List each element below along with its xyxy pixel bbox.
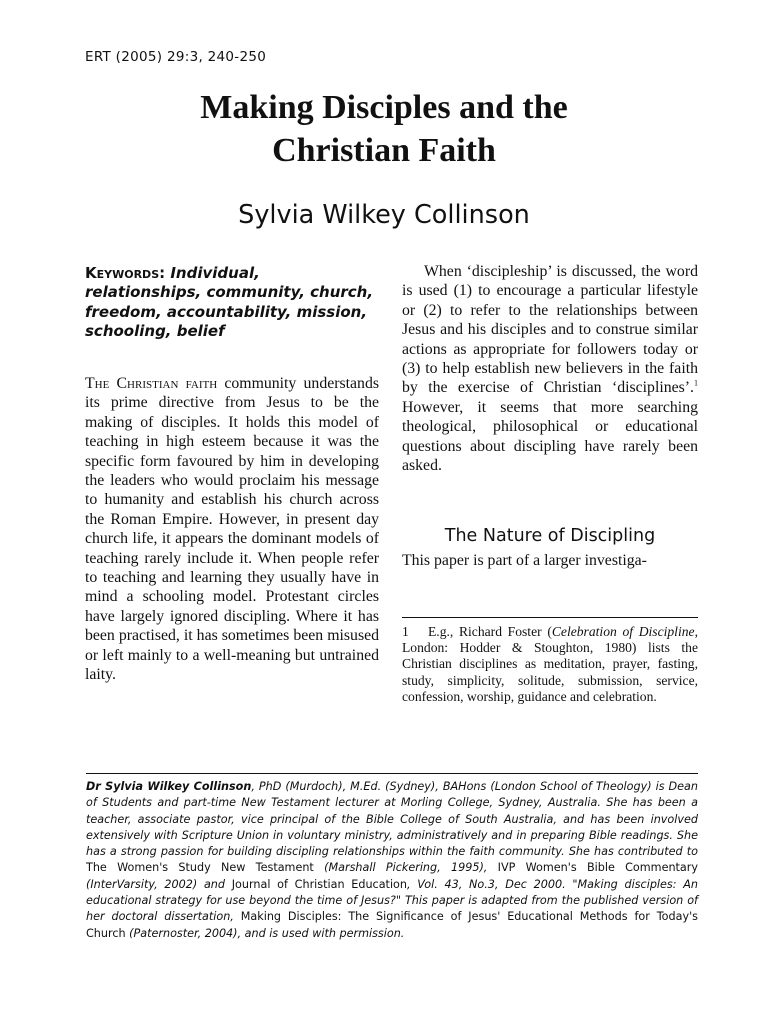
section-heading: The Nature of Discipling bbox=[444, 526, 656, 546]
footnote-number: 1 bbox=[402, 624, 409, 639]
footnote-lead: E.g., Richard Foster ( bbox=[428, 624, 552, 639]
footnote-marker[interactable]: 1 bbox=[694, 379, 698, 389]
intro-paragraph-text: community understands its prime directive from Jesus to be the making of disciples. It holds this model of teaching in high esteem because it was the specific form favoured by him in developing the leaders who would proclaim his message to humanity and establish his church across the Roman Empire. However, in present day church life, it appears the dominant models of teaching rarely include it. When people refer to teaching and learning they usually have in mind a schooling model. Protestant circles have largely ignored discipling. Where it has been practised, it has sometimes been misused or left mainly to a well-meaning but untrained laity. bbox=[85, 375, 379, 684]
bio-part5: (Paternoster, 2004), and is used with permission. bbox=[125, 926, 405, 940]
bio-part3: (InterVarsity, 2002) and bbox=[86, 877, 232, 891]
keywords-terms: Individual, relationships, community, church, freedom, accountability, mission, schooling, belief bbox=[85, 264, 374, 341]
intro-paragraph bbox=[85, 374, 379, 685]
bio-work3: Journal of Christian Education bbox=[231, 877, 407, 891]
bio-work2: IVP Women's Bible Commentary bbox=[497, 861, 698, 875]
footnote-rest: , London: Hodder & Stoughton, 1980) lists the Christian disciplines as meditation, prayer, fasting, study, simplicity, solitude, submission, service, confession, worship, guidance and celebration. bbox=[402, 624, 698, 704]
bio-work4: Making Disciples: The Significance of Jesus' Educational Methods for Today's Church bbox=[86, 910, 698, 940]
discipleship-paragraph-text-a: When ‘discipleship’ is discussed, the word is used (1) to encourage a particular lifestyle or (2) to refer to the relationships between Jesus and his disciples and to construe similar actions as appropriate for followers today or (3) to help establish new believers in the faith by the exercise of Christian ‘disciplines’. bbox=[402, 263, 698, 397]
bio-part1: , PhD (Murdoch), M.Ed. (Sydney), BAHons (London School of Theology) is Dean of Students and part-time New Testament lecturer at Morling College, Sydney, Australia. She has been a teacher, associate pastor, vice principal of the Bible College of South Australia, and has been involved extensively with Scripture Union in voluntary ministry, administratively and in preparing Bible readings. She has a strong passion for building discipling relationships within the faith community. She has contributed to bbox=[86, 780, 698, 859]
article-title-line2: Christian Faith bbox=[272, 132, 496, 169]
footnote bbox=[402, 624, 698, 705]
article-author: Sylvia Wilkey Collinson bbox=[238, 200, 530, 230]
bio-name: Dr Sylvia Wilkey Collinson bbox=[86, 780, 252, 793]
bio-divider bbox=[86, 773, 698, 774]
bio-part4: , Vol. 43, No.3, Dec 2000. "Making disciples: An educational strategy for use beyond the time of Jesus?" This paper is adapted from the published version of her doctoral dissertation, bbox=[86, 877, 698, 924]
keywords-block bbox=[85, 264, 379, 342]
author-bio bbox=[86, 779, 698, 942]
footnote-divider bbox=[402, 617, 698, 618]
keywords-label: Keywords: bbox=[85, 264, 166, 282]
footnote-book-title: Celebration of Discipline bbox=[551, 624, 695, 639]
section-paragraph: This paper is part of a larger investiga- bbox=[402, 552, 647, 569]
article-title-line1: Making Disciples and the bbox=[200, 89, 568, 126]
bio-work1: The Women's Study New Testament bbox=[86, 861, 314, 875]
bio-part2: (Marshall Pickering, 1995), bbox=[313, 861, 498, 875]
discipleship-paragraph bbox=[402, 262, 698, 475]
discipleship-paragraph-text-b: However, it seems that more searching theological, philosophical or educational questions about discipling have rarely been asked. bbox=[402, 398, 698, 475]
journal-reference: ERT (2005) 29:3, 240-250 bbox=[85, 49, 267, 65]
intro-lead-caps: The Christian faith bbox=[85, 375, 218, 392]
